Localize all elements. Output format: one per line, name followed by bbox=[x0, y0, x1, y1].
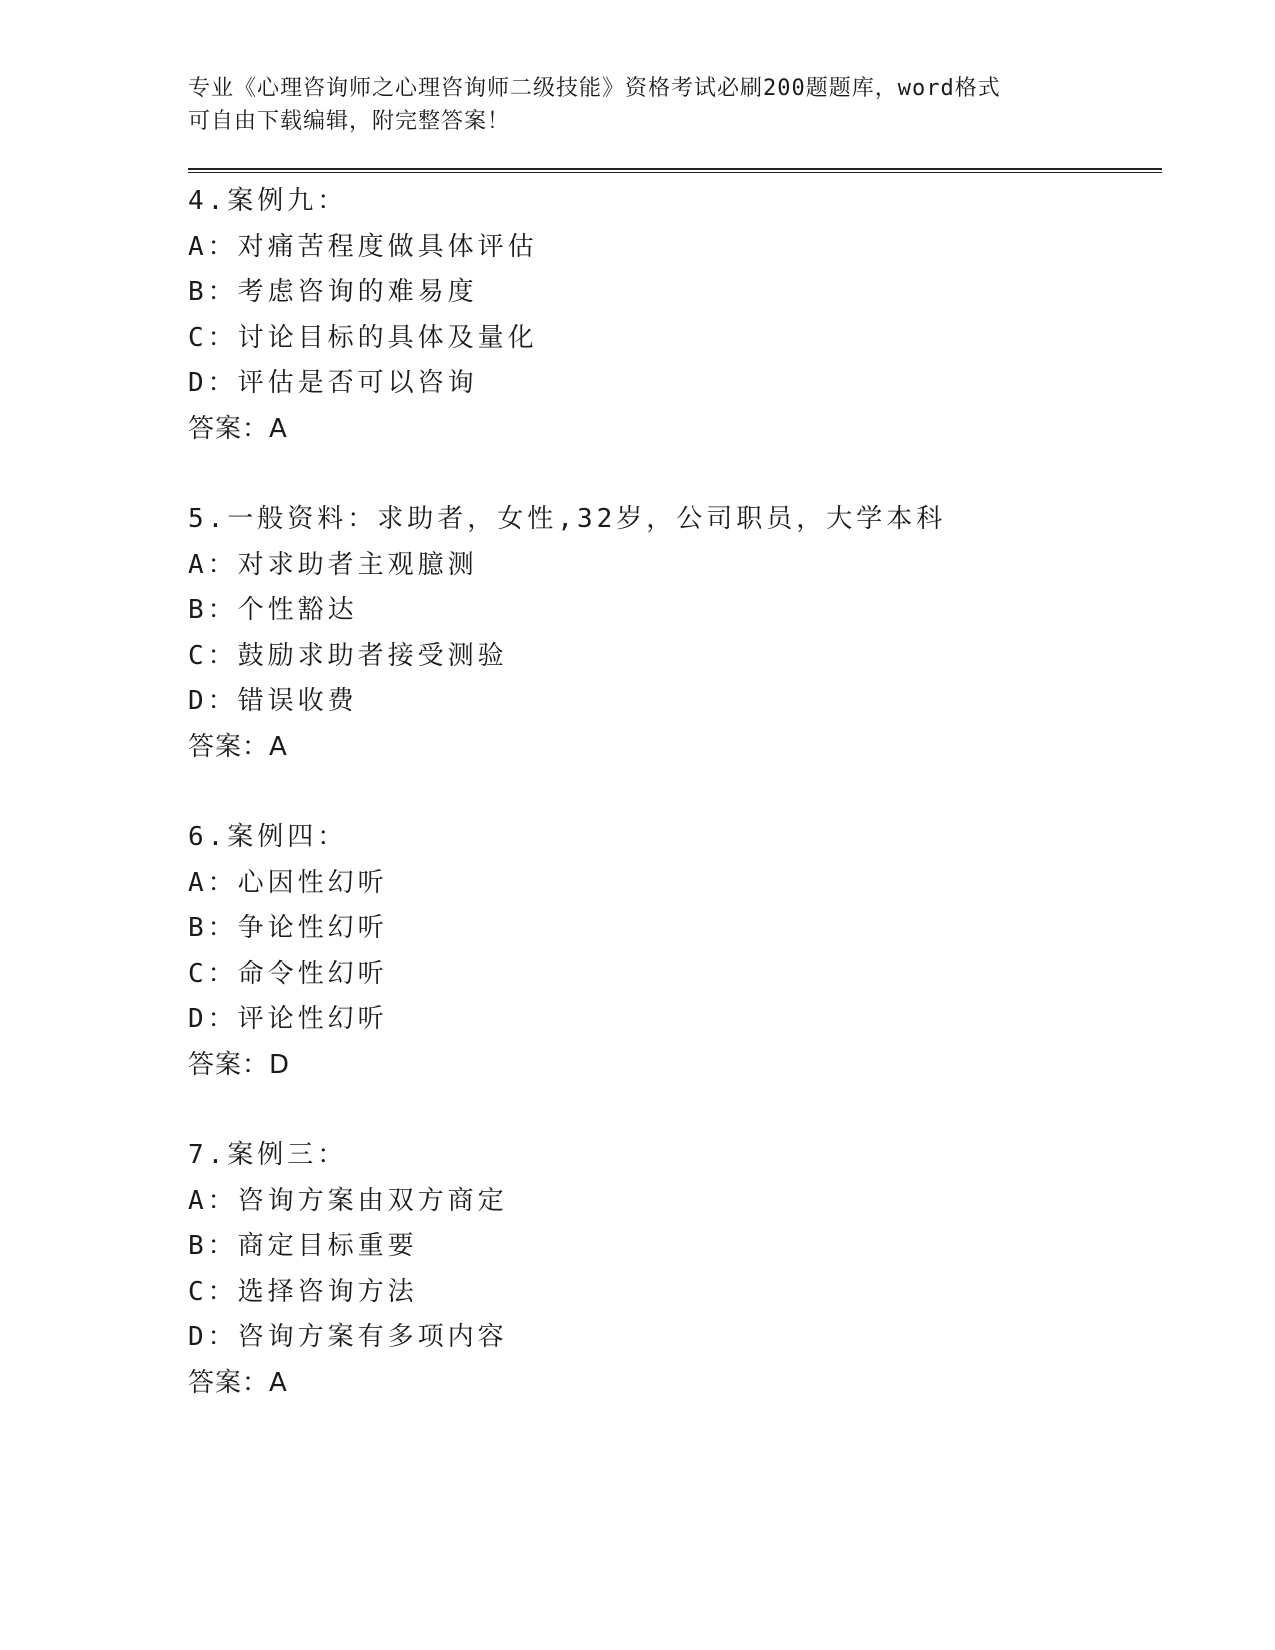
option-b: B：考虑咨询的难易度 bbox=[188, 277, 478, 307]
question-stem: 5.一般资料：求助者，女性,32岁，公司职员，大学本科 bbox=[188, 504, 947, 534]
option-b: B：商定目标重要 bbox=[188, 1231, 418, 1261]
question-4 bbox=[188, 179, 1148, 452]
question-stem: 4.案例九： bbox=[188, 186, 348, 216]
question-6 bbox=[188, 815, 1148, 1088]
option-c: C：命令性幻听 bbox=[188, 958, 388, 989]
option-c: C：讨论目标的具体及量化 bbox=[188, 322, 538, 353]
option-d: D：错误收费 bbox=[188, 686, 358, 716]
option-b: B：个性豁达 bbox=[188, 595, 358, 625]
question-stem: 6.案例四： bbox=[188, 822, 348, 852]
question-7 bbox=[188, 1133, 1148, 1406]
answer: 答案：D bbox=[188, 1049, 291, 1080]
question-list bbox=[188, 179, 1148, 1406]
option-d: D：评论性幻听 bbox=[188, 1004, 388, 1034]
answer: 答案：A bbox=[188, 731, 288, 762]
document-header bbox=[188, 72, 1148, 138]
option-a: A：对求助者主观臆测 bbox=[188, 549, 478, 580]
question-stem: 7.案例三： bbox=[188, 1140, 348, 1170]
header-line-2: 可自由下载编辑，附完整答案！ bbox=[188, 109, 511, 134]
answer: 答案：A bbox=[188, 1367, 288, 1398]
option-d: D：评估是否可以咨询 bbox=[188, 368, 478, 398]
header-line-1: 专业《心理咨询师之心理咨询师二级技能》资格考试必刷200题题库，word格式 bbox=[188, 76, 1001, 101]
document-page bbox=[188, 72, 1148, 1451]
option-d: D：咨询方案有多项内容 bbox=[188, 1322, 508, 1352]
option-c: C：鼓励求助者接受测验 bbox=[188, 640, 508, 671]
option-a: A：咨询方案由双方商定 bbox=[188, 1185, 508, 1216]
option-a: A：心因性幻听 bbox=[188, 867, 388, 898]
question-5 bbox=[188, 497, 1148, 770]
option-b: B：争论性幻听 bbox=[188, 913, 388, 943]
answer: 答案：A bbox=[188, 413, 288, 444]
header-divider bbox=[188, 168, 1162, 173]
option-a: A：对痛苦程度做具体评估 bbox=[188, 231, 538, 262]
option-c: C：选择咨询方法 bbox=[188, 1276, 418, 1307]
